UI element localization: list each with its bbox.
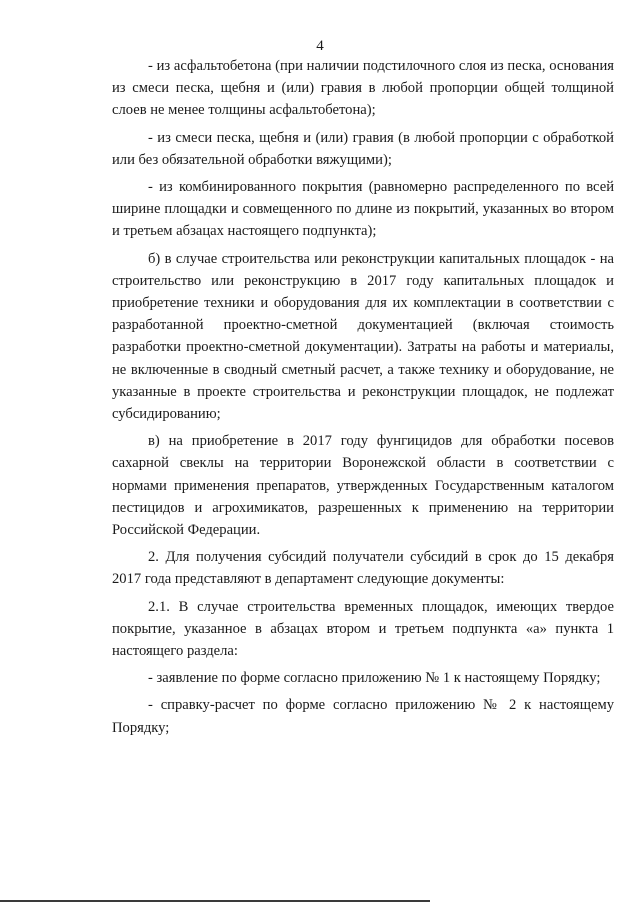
paragraph-combined: - из комбинированного покрытия (равномерно распределенного по всей ширине площадки и совмещенного по длине из покрытий, указанных во втором и третьем абзацах настоящего подпункта); (112, 179, 614, 240)
paragraph-asphalt: - из асфальтобетона (при наличии подстилочного слоя из песка, основания из смеси песка, щебня и (или) гравия в любой пропорции общей толщиной слоев не менее толщины асфальтобетона); (112, 58, 614, 119)
page-number: 4 (316, 38, 324, 54)
paragraph-application: - заявление по форме согласно приложению № 1 к настоящему Порядку; (148, 670, 601, 687)
document-body (112, 55, 614, 744)
paragraph-sand-gravel: - из смеси песка, щебня и (или) гравия (в любой пропорции с обработкой или без обязательной обработки вяжущими); (112, 129, 614, 168)
paragraph-fungicides: в) на приобретение в 2017 году фунгицидов для обработки посевов сахарной свеклы на территории Воронежской области в соответствии с нормами применения препаратов, утвержденных Государственным каталогом пестицидов и агрохимикатов, разрешенных к применению на территории Российской Федерации. (112, 433, 614, 539)
paragraph-calculation: - справку-расчет по форме согласно приложению № 2 к настоящему Порядку; (112, 697, 614, 736)
paragraph-temporary-sites: 2.1. В случае строительства временных площадок, имеющих твердое покрытие, указанное в абзацах втором и третьем подпункта «а» пункта 1 настоящего раздела: (112, 598, 614, 660)
paragraph-documents: 2. Для получения субсидий получатели субсидий в срок до 15 декабря 2017 года представляют в департамент следующие документы: (112, 549, 614, 588)
paragraph-capital-sites: б) в случае строительства или реконструкции капитальных площадок - на строительство или реконструкцию в 2017 году капитальных площадок и приобретение техники и оборудования для их комплектации в соответствии с разработанной проектно-сметной документацией (включая стоимость разработки проектно-сметной документации). Затраты на работы и материалы, не включенные в сводный сметный расчет, а также технику и оборудование, не указанные в проекте строительства и реконструкции площадок, не подлежат субсидированию; (112, 250, 614, 423)
